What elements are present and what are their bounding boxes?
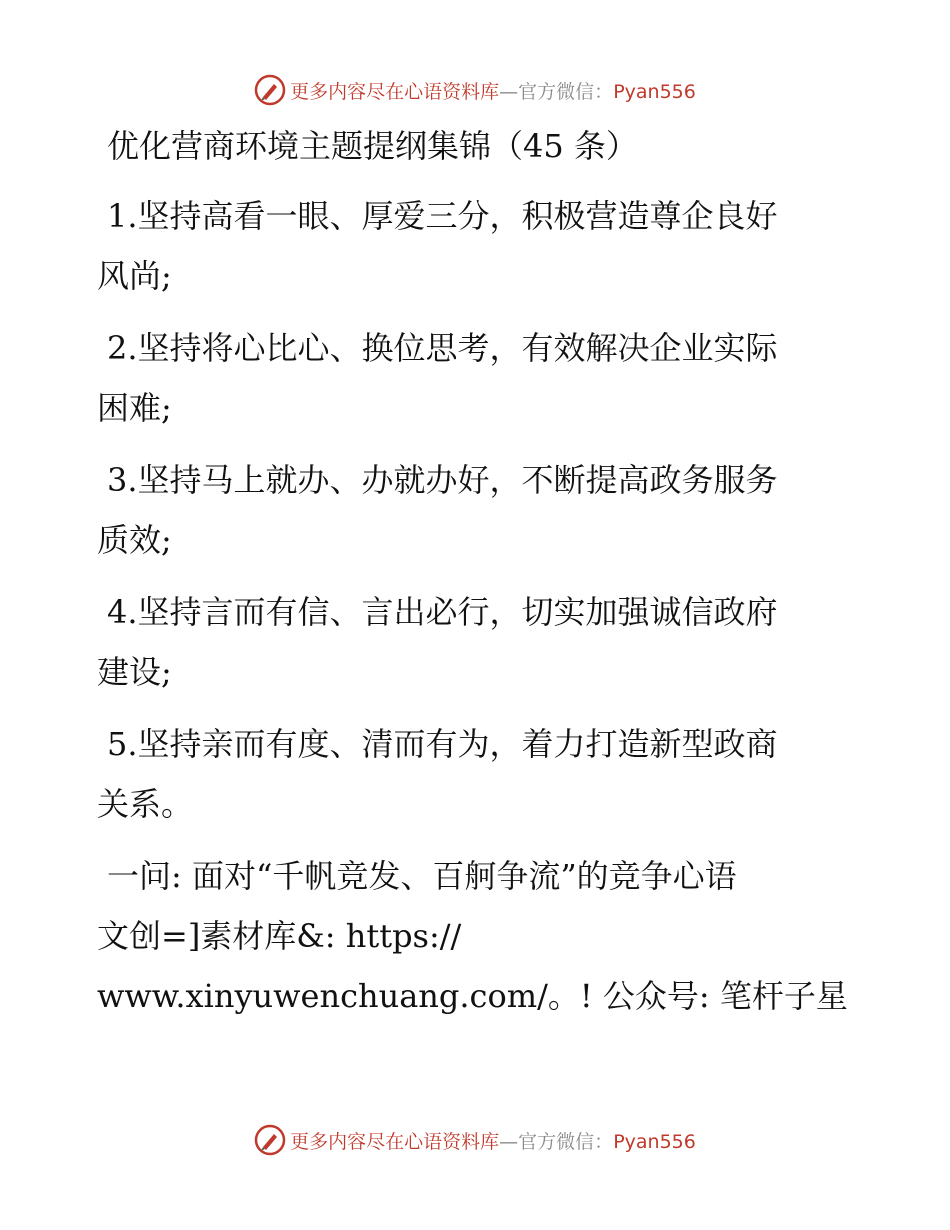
item-line: 1.坚持高看一眼、厚爱三分，积极营造尊企良好 [107, 197, 778, 235]
closing-line: www.xinyuwenchuang.com/。! 公众号: 笔杆子星 [97, 977, 848, 1015]
item-line: 关系。 [97, 785, 194, 823]
item-line: 4.坚持言而有信、言出必行，切实加强诚信政府 [107, 593, 778, 631]
closing-line: 一问: 面对“千帆竞发、百舸争流”的竞争心语 [107, 857, 737, 895]
closing-paragraph [97, 846, 848, 1026]
watermark-separator: —官方微信： [499, 80, 614, 103]
watermark-brand: 更多内容尽在心语资料库 [290, 80, 500, 103]
list-item [97, 582, 837, 702]
watermark-group [254, 74, 696, 106]
watermark-separator: —官方微信： [499, 1130, 614, 1153]
list-item [97, 714, 837, 834]
watermark-wechat: Pyan556 [613, 1130, 696, 1153]
document-body [97, 124, 848, 1038]
list-item [97, 450, 837, 570]
item-line: 5.坚持亲而有度、清而有为，着力打造新型政商 [107, 725, 778, 763]
item-line: 质效; [97, 521, 172, 559]
item-line: 风尚; [97, 257, 172, 295]
item-line: 建设; [97, 653, 172, 691]
watermark-wechat: Pyan556 [613, 80, 696, 103]
closing-line: 文创=]素材库&: https:// [97, 917, 462, 955]
document-title: 优化营商环境主题提纲集锦（45 条） [107, 127, 638, 165]
item-line: 困难; [97, 389, 172, 427]
pen-logo-icon [254, 1124, 286, 1156]
footer-watermark [0, 1120, 950, 1160]
item-line: 2.坚持将心比心、换位思考，有效解决企业实际 [107, 329, 778, 367]
watermark-text [290, 1127, 696, 1154]
pen-logo-icon [254, 74, 286, 106]
watermark-text [290, 77, 696, 104]
item-line: 3.坚持马上就办、办就办好，不断提高政务服务 [107, 461, 778, 499]
header-watermark [0, 70, 950, 110]
watermark-brand: 更多内容尽在心语资料库 [290, 1130, 500, 1153]
list-item [97, 186, 837, 306]
list-item [97, 318, 837, 438]
watermark-group [254, 1124, 696, 1156]
